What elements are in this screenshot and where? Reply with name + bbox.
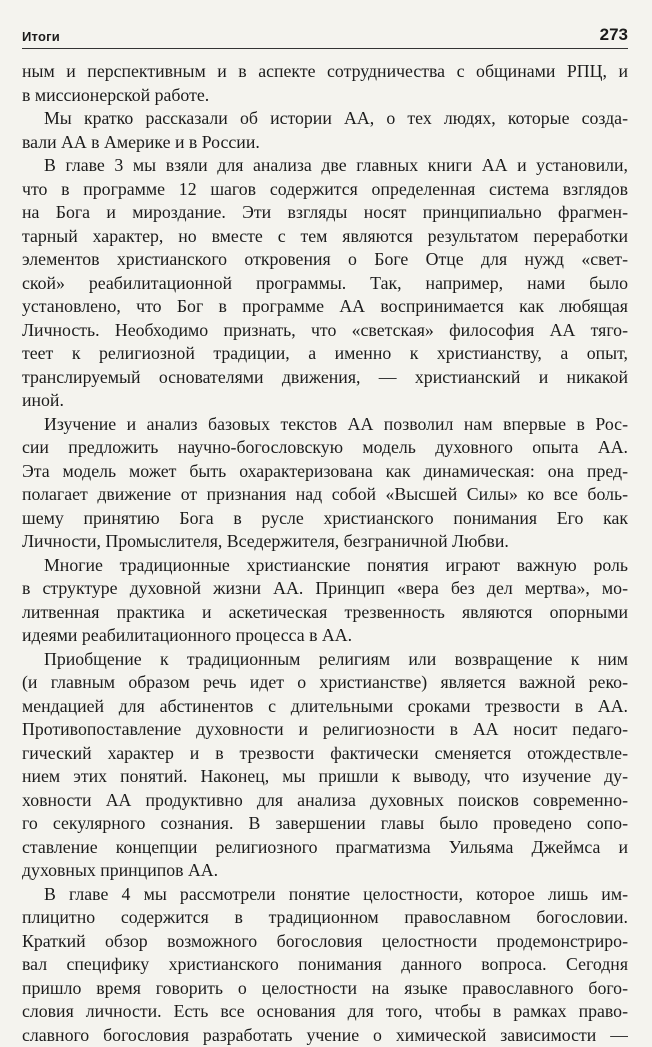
- text-line: на Бога и мироздание. Эти взгляды носят принципиально фрагмен-: [22, 201, 628, 225]
- text-line: Краткий обзор возможного богословия целостности продемонстриро-: [22, 930, 628, 954]
- text-line: плицитно содержится в традиционном православном богословии.: [22, 906, 628, 930]
- text-line: Приобщение к традиционным религиям или возвращение к ним: [22, 648, 628, 672]
- text-line: установлено, что Бог в программе АА воспринимается как любящая: [22, 295, 628, 319]
- text-line: Мы кратко рассказали об истории АА, о тех людях, которые созда-: [22, 107, 628, 131]
- text-line: что в программе 12 шагов содержится определенная система взглядов: [22, 178, 628, 202]
- text-line: сии предложить научно-богословскую модель духовного опыта АА.: [22, 436, 628, 460]
- text-line: (и главным образом речь идет о христианстве) является важной реко-: [22, 671, 628, 695]
- text-line: вали АА в Америке и в России.: [22, 131, 628, 155]
- text-line: В главе 4 мы рассмотрели понятие целостности, которое лишь им-: [22, 883, 628, 907]
- text-line: Личность. Необходимо признать, что «светская» философия АА тяго-: [22, 319, 628, 343]
- body-text: [22, 60, 628, 1047]
- text-line: Противопоставление духовности и религиозности в АА носит педаго-: [22, 718, 628, 742]
- running-title: Итоги: [22, 29, 60, 44]
- text-line: теет к религиозной традиции, а именно к христианству, а опыт,: [22, 342, 628, 366]
- text-line: Эта модель может быть охарактеризована как динамическая: она пред-: [22, 460, 628, 484]
- text-line: духовных принципов АА.: [22, 859, 628, 883]
- text-line: В главе 3 мы взяли для анализа две главных книги АА и установили,: [22, 154, 628, 178]
- text-line: тарный характер, но вместе с тем являются результатом переработки: [22, 225, 628, 249]
- text-line: элементов христианского откровения о Боге Отце для нужд «свет-: [22, 248, 628, 272]
- text-line: транслируемый основателями движения, — христианский и никакой: [22, 366, 628, 390]
- text-line: ным и перспективным и в аспекте сотрудничества с общинами РПЦ, и: [22, 60, 628, 84]
- text-line: славного богословия разработать учение о химической зависимости —: [22, 1024, 628, 1047]
- text-line: ховности АА продуктивно для анализа духовных поисков современно-: [22, 789, 628, 813]
- text-line: го секулярного сознания. В завершении главы было проведено сопо-: [22, 812, 628, 836]
- text-line: пришло время говорить о целостности на языке православного бого-: [22, 977, 628, 1001]
- text-line: вал специфику христианского понимания данного вопроса. Сегодня: [22, 953, 628, 977]
- text-line: ставление концепции религиозного прагматизма Уильяма Джеймса и: [22, 836, 628, 860]
- text-line: словия личности. Есть все основания для того, чтобы в рамках право-: [22, 1000, 628, 1024]
- text-line: иной.: [22, 389, 628, 413]
- text-line: Многие традиционные христианские понятия играют важную роль: [22, 554, 628, 578]
- text-line: Личности, Промыслителя, Вседержителя, безграничной Любви.: [22, 530, 628, 554]
- text-line: в миссионерской работе.: [22, 84, 628, 108]
- text-line: Изучение и анализ базовых текстов АА позволил нам впервые в Рос-: [22, 413, 628, 437]
- text-line: шему принятию Бога в русле христианского понимания Его как: [22, 507, 628, 531]
- text-line: ской» реабилитационной программы. Так, например, нами было: [22, 272, 628, 296]
- text-line: полагает движение от признания над собой «Высшей Силы» ко все боль-: [22, 483, 628, 507]
- text-line: в структуре духовной жизни АА. Принцип «вера без дел мертва», мо-: [22, 577, 628, 601]
- text-line: гический характер и в трезвости фактически сменяется отождествле-: [22, 742, 628, 766]
- text-line: идеями реабилитационного процесса в АА.: [22, 624, 628, 648]
- page-number: 273: [600, 25, 628, 45]
- page-header: [22, 22, 628, 49]
- text-line: литвенная практика и аскетическая трезвенность являются опорными: [22, 601, 628, 625]
- text-line: нием этих понятий. Наконец, мы пришли к выводу, что изучение ду-: [22, 765, 628, 789]
- text-line: мендацией для абстинентов с длительными сроками трезвости в АА.: [22, 695, 628, 719]
